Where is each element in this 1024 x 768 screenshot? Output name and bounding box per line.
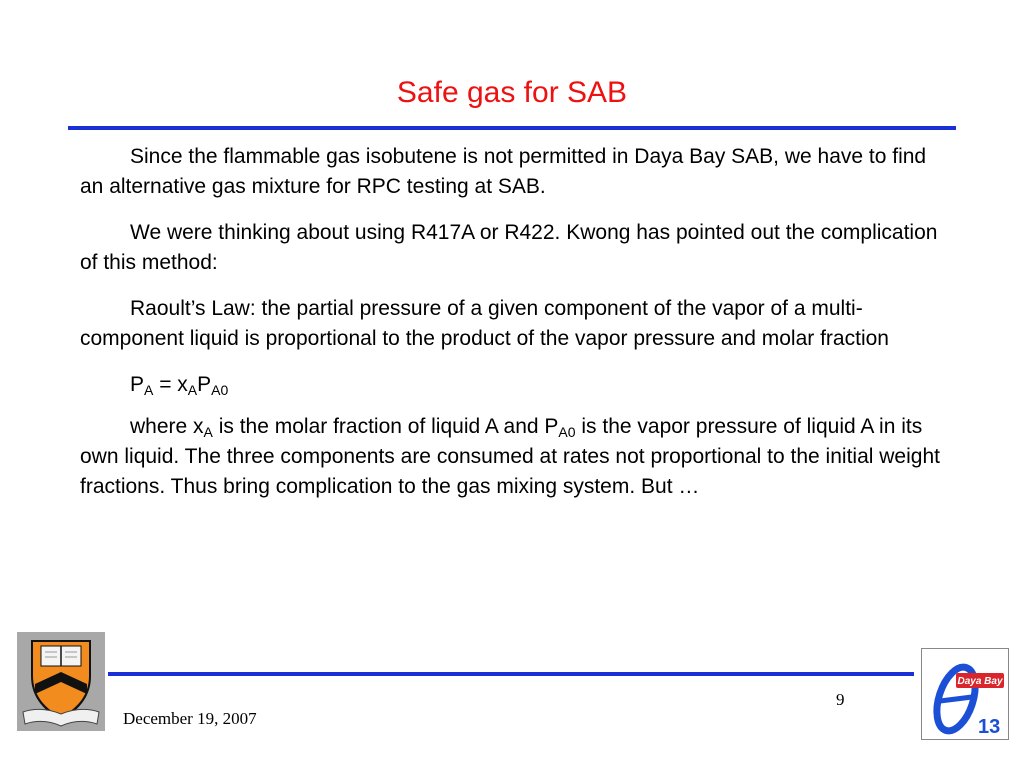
eq-p2: P xyxy=(197,373,212,396)
p5-text-1: where x xyxy=(130,415,204,438)
paragraph-r417a: We were thinking about using R417A or R422. Kwong has pointed out the complication of this method: xyxy=(80,221,938,274)
p5-sub-1: A xyxy=(203,424,213,440)
p5-sub-2: A0 xyxy=(558,424,576,440)
eq-sub-a2: A xyxy=(187,382,198,398)
eq-sub-a: A xyxy=(144,382,154,398)
daya-bay-logo xyxy=(921,648,1009,740)
p5-text-2: is the molar fraction of liquid A and P xyxy=(212,415,559,438)
princeton-seal xyxy=(17,632,105,731)
paragraph-isobutene: Since the flammable gas isobutene is not permitted in Daya Bay SAB, we have to find an alternative gas mixture for RPC testing at SAB. xyxy=(80,145,927,198)
eq-equals-x: = x xyxy=(153,373,188,396)
theta13-logo-icon xyxy=(922,649,1008,739)
logo-number-text: 13 xyxy=(978,716,1001,738)
slide-body xyxy=(80,142,940,518)
paragraph-molar-fraction xyxy=(80,412,940,502)
page-number: 9 xyxy=(836,690,845,709)
paragraph-raoults-law: Raoult’s Law: the partial pressure of a given component of the vapor of a multi-component liquid is proportional to the product of the vapor pressure and molar fraction xyxy=(80,297,889,350)
footer-divider xyxy=(108,672,914,676)
logo-daya-bay-text: Daya Bay xyxy=(957,676,1003,687)
title-divider xyxy=(68,126,956,130)
p5-text-3: is the vapor pressure of liquid A in its own liquid. The three components are consumed at rates not proportional to the initial weight fractions. Thus bring complication to the gas mixing system. But … xyxy=(80,415,940,498)
raoult-equation xyxy=(80,370,940,400)
footer-date: December 19, 2007 xyxy=(123,709,257,728)
eq-sub-a0: A0 xyxy=(211,382,229,398)
princeton-shield-icon xyxy=(17,632,105,731)
eq-p: P xyxy=(130,373,145,396)
slide-title: Safe gas for SAB xyxy=(396,76,628,109)
